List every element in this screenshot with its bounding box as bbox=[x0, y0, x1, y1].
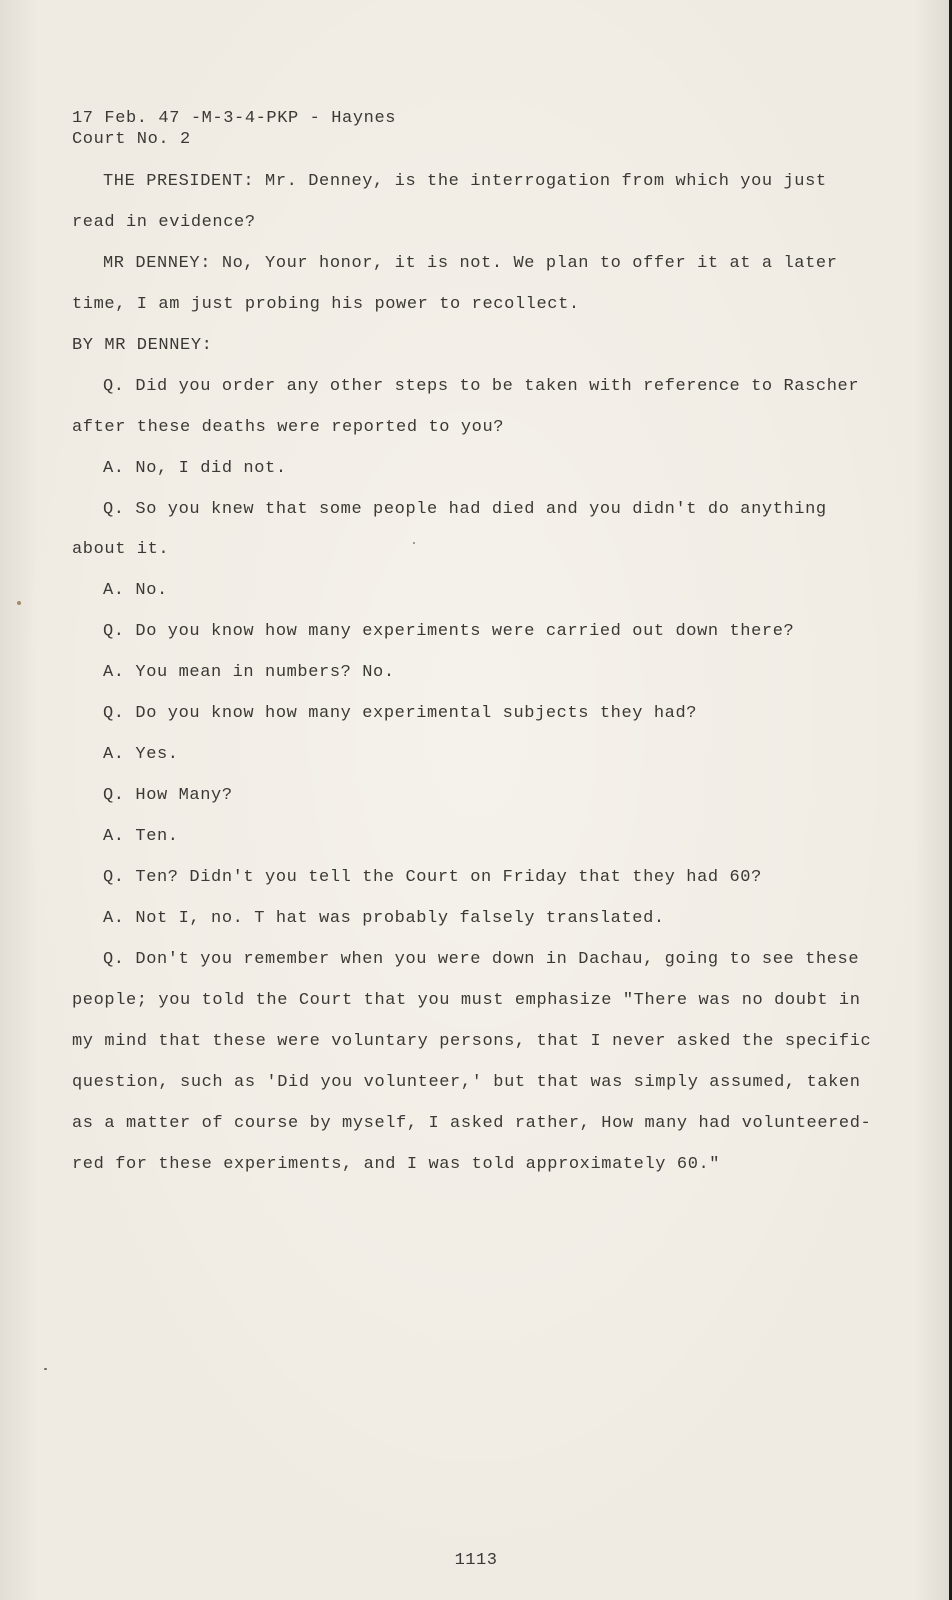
question-line: Q. Do you know how many experiments were carried out down there? bbox=[103, 622, 795, 641]
president-question-line: THE PRESIDENT: Mr. Denney, is the interrogation from which you just bbox=[103, 172, 827, 191]
denney-reply-cont: time, I am just probing his power to recollect. bbox=[72, 295, 580, 314]
president-question-cont: read in evidence? bbox=[72, 213, 256, 232]
page-number: 1113 bbox=[454, 1551, 498, 1570]
answer-line: A. Not I, no. T hat was probably falsely translated. bbox=[103, 909, 665, 928]
answer-line: A. No, I did not. bbox=[103, 459, 287, 478]
question-line: Q. Did you order any other steps to be taken with reference to Rascher bbox=[103, 377, 860, 396]
examiner-heading: BY MR DENNEY: bbox=[72, 336, 213, 355]
denney-reply-line: MR DENNEY: No, Your honor, it is not. We plan to offer it at a later bbox=[103, 254, 838, 273]
paper-speck bbox=[17, 601, 21, 605]
question-line: Q. Don't you remember when you were down in Dachau, going to see these bbox=[103, 950, 860, 969]
question-line-cont: after these deaths were reported to you? bbox=[72, 418, 505, 437]
question-line-cont: my mind that these were voluntary persons, that I never asked the specific bbox=[72, 1032, 872, 1051]
header-session-line: 17 Feb. 47 -M-3-4-PKP - Haynes bbox=[72, 109, 397, 128]
question-line: Q. So you knew that some people had died and you didn't do anything bbox=[103, 500, 827, 519]
answer-line: A. Yes. bbox=[103, 745, 179, 764]
paper-speck bbox=[413, 542, 415, 544]
question-line-cont: question, such as 'Did you volunteer,' but that was simply assumed, taken bbox=[72, 1073, 861, 1092]
question-line-cont: people; you told the Court that you must emphasize "There was no doubt in bbox=[72, 991, 861, 1010]
question-line-cont: red for these experiments, and I was told approximately 60." bbox=[72, 1155, 721, 1174]
answer-line: A. No. bbox=[103, 581, 168, 600]
question-line: Q. How Many? bbox=[103, 786, 233, 805]
paper-speck bbox=[44, 1368, 47, 1370]
header-court-line: Court No. 2 bbox=[72, 130, 191, 149]
answer-line: A. You mean in numbers? No. bbox=[103, 663, 395, 682]
question-line: Q. Do you know how many experimental subjects they had? bbox=[103, 704, 698, 723]
question-line: Q. Ten? Didn't you tell the Court on Friday that they had 60? bbox=[103, 868, 762, 887]
question-line-cont: as a matter of course by myself, I asked rather, How many had volunteered- bbox=[72, 1114, 872, 1133]
question-line-cont: about it. bbox=[72, 540, 170, 559]
answer-line: A. Ten. bbox=[103, 827, 179, 846]
